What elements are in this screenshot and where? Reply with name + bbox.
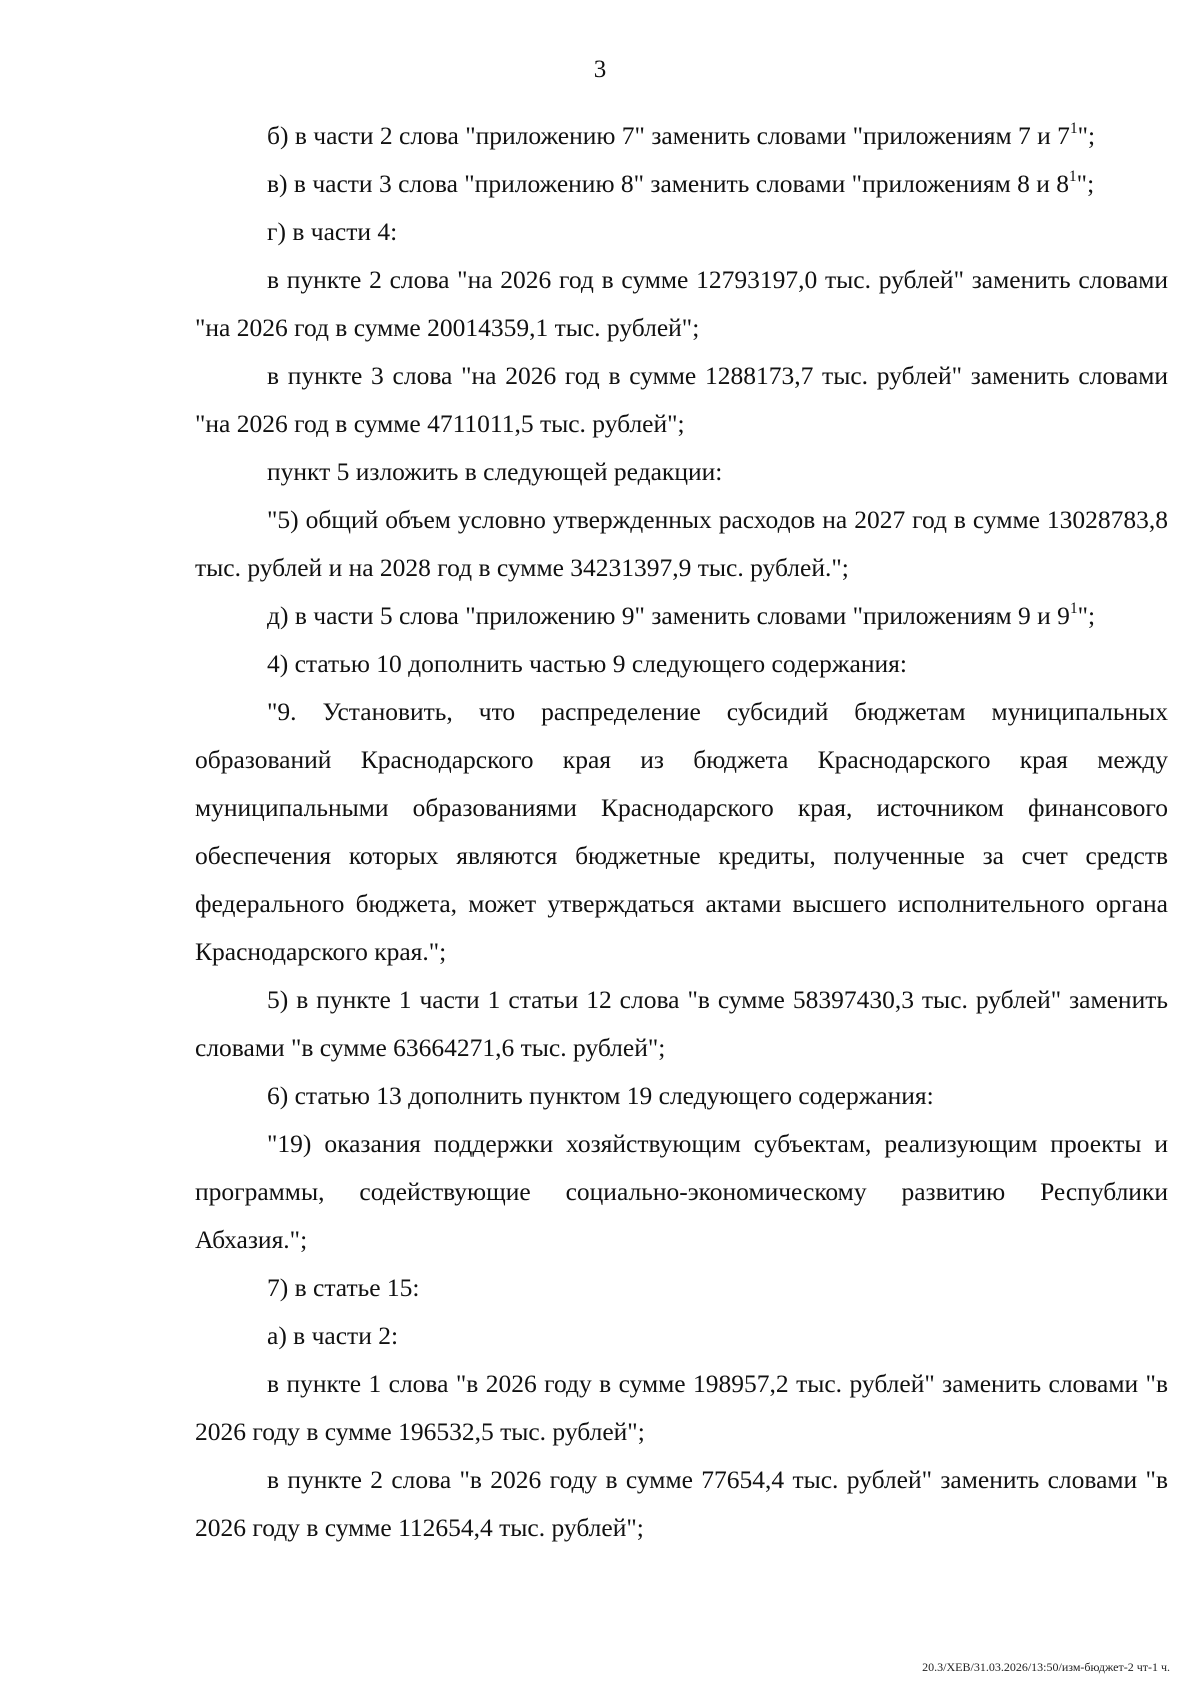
document-body [195,112,1168,1552]
paragraph-text: "; [1076,169,1095,198]
paragraph-b [195,112,1168,160]
paragraph-part-9: "9. Установить, что распределение субсидий бюджетам муниципальных образований Краснодарского края из бюджета Краснодарского края между муниципальными образованиями Краснодарского края, источником финансового обеспечения которых являются бюджетные кредиты, полученные за счет средств федерального бюджета, может утверждаться актами высшего исполнительного органа Краснодарского края."; [195,697,1168,966]
paragraph-text: б) в части 2 слова "приложению 7" заменить словами "приложениям 7 и 7 [267,121,1070,150]
paragraph-d [195,592,1168,640]
paragraph-7: 7) в статье 15: [267,1273,420,1302]
paragraph-g: г) в части 4: [267,217,398,246]
paragraph-a: а) в части 2: [267,1321,399,1350]
page-number: 3 [593,56,607,83]
paragraph-point-1: в пункте 1 слова "в 2026 году в сумме 198957,2 тыс. рублей" заменить словами "в 2026 году в сумме 196532,5 тыс. рублей"; [195,1369,1168,1446]
paragraph-text: "; [1077,601,1096,630]
paragraph-text: д) в части 5 слова "приложению 9" заменить словами "приложениям 9 и 9 [267,601,1070,630]
paragraph-item-2: в пункте 2 слова "на 2026 год в сумме 12793197,0 тыс. рублей" заменить словами "на 2026 год в сумме 20014359,1 тыс. рублей"; [195,265,1168,342]
paragraph-4: 4) статью 10 дополнить частью 9 следующего содержания: [267,649,907,678]
paragraph-5: 5) в пункте 1 части 1 статьи 12 слова "в сумме 58397430,3 тыс. рублей" заменить словами "в сумме 63664271,6 тыс. рублей"; [195,985,1168,1062]
paragraph-text: "; [1077,121,1096,150]
paragraph-item-5-text: "5) общий объем условно утвержденных расходов на 2027 год в сумме 13028783,8 тыс. рублей и на 2028 год в сумме 34231397,9 тыс. рублей."; [195,505,1168,582]
paragraph-point-2: в пункте 2 слова "в 2026 году в сумме 77654,4 тыс. рублей" заменить словами "в 2026 году в сумме 112654,4 тыс. рублей"; [195,1465,1168,1542]
superscript: 1 [1069,119,1078,137]
paragraph-text: в) в части 3 слова "приложению 8" заменить словами "приложениям 8 и 8 [267,169,1069,198]
superscript: 1 [1069,167,1077,185]
document-footer-code: 20.3/ХЕВ/31.03.2026/13:50/изм-бюджет-2 чт-1 ч. [922,1660,1170,1674]
paragraph-v [195,160,1168,208]
paragraph-6: 6) статью 13 дополнить пунктом 19 следующего содержания: [267,1081,934,1110]
paragraph-item-19: "19) оказания поддержки хозяйствующим субъектам, реализующим проекты и программы, содействующие социально-экономическому развитию Республики Абхазия."; [195,1129,1168,1254]
superscript: 1 [1069,599,1078,617]
paragraph-item-3: в пункте 3 слова "на 2026 год в сумме 1288173,7 тыс. рублей" заменить словами "на 2026 год в сумме 4711011,5 тыс. рублей"; [195,361,1168,438]
paragraph-item-5: пункт 5 изложить в следующей редакции: [267,457,723,486]
